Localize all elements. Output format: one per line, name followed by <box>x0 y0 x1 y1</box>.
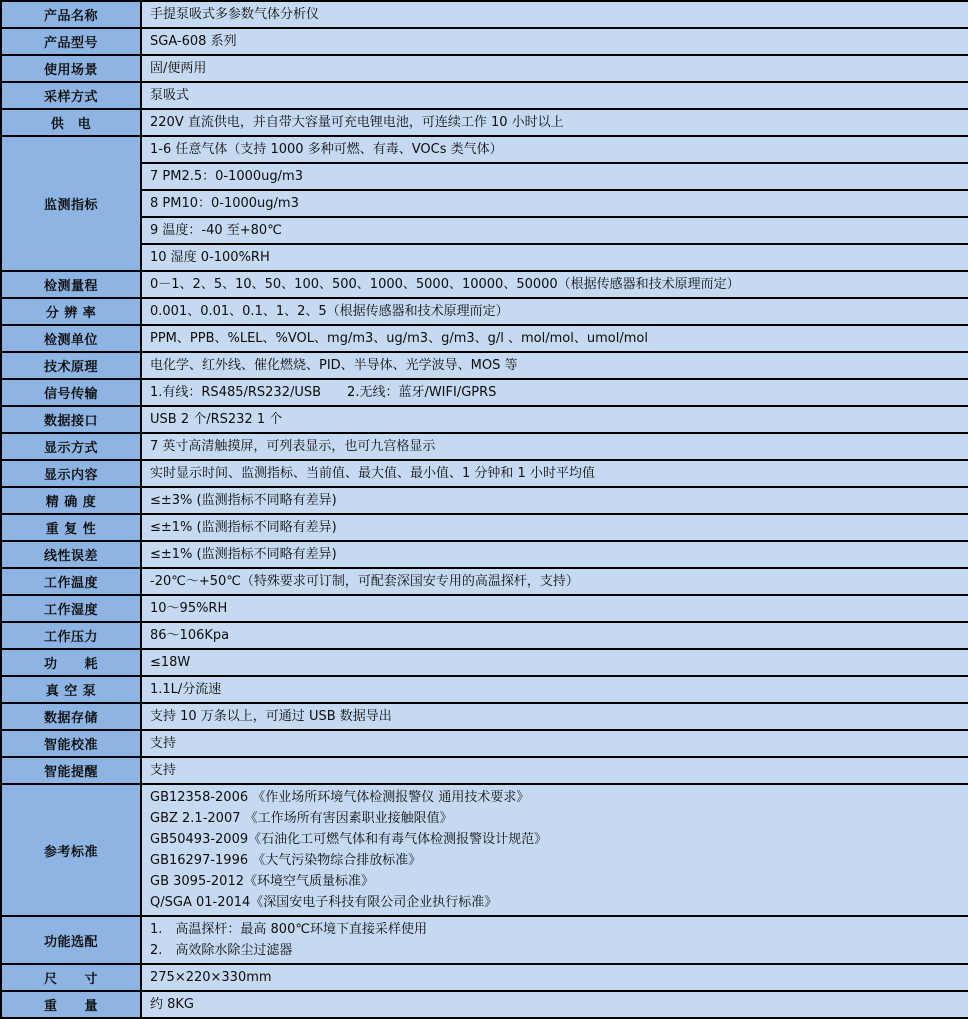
spec-row <box>1 325 968 352</box>
spec-value: SGA-608 系列 <box>141 28 968 55</box>
spec-row <box>1 649 968 676</box>
spec-value: 1.有线：RS485/RS232/USB 2.无线：蓝牙/WIFI/GPRS <box>141 379 968 406</box>
spec-value: 1.1L/分流速 <box>141 676 968 703</box>
spec-row <box>1 541 968 568</box>
spec-value: 1-6 任意气体（支持 1000 多种可燃、有毒、VOCs 类气体） <box>141 136 968 163</box>
spec-value: 86～106Kpa <box>141 622 968 649</box>
spec-value: 220V 直流供电，并自带大容量可充电锂电池，可连续工作 10 小时以上 <box>141 109 968 136</box>
spec-label: 技术原理 <box>1 352 141 379</box>
spec-value: 10～95%RH <box>141 595 968 622</box>
spec-value: 275×220×330mm <box>141 964 968 991</box>
spec-label: 产品名称 <box>1 1 141 28</box>
spec-value: 7 英寸高清触摸屏，可列表显示，也可九宫格显示 <box>141 433 968 460</box>
spec-value: 支持 <box>141 757 968 784</box>
spec-value: 0.001、0.01、0.1、1、2、5（根据传感器和技术原理而定） <box>141 298 968 325</box>
spec-subrow <box>1 163 968 190</box>
spec-row <box>1 622 968 649</box>
standard-line: GBZ 2.1-2007 《工作场所有害因素职业接触限值》 <box>150 811 453 826</box>
spec-label: 功能选配 <box>1 916 141 964</box>
standard-line: GB50493-2009《石油化工可燃气体和有毒气体检测报警设计规范》 <box>150 832 548 847</box>
spec-value <box>141 784 968 916</box>
spec-label: 精 确 度 <box>1 487 141 514</box>
spec-label: 智能提醒 <box>1 757 141 784</box>
spec-label: 检测量程 <box>1 271 141 298</box>
spec-value: 9 温度：-40 至+80℃ <box>141 217 968 244</box>
spec-row <box>1 487 968 514</box>
spec-label: 尺 寸 <box>1 964 141 991</box>
spec-row <box>1 352 968 379</box>
spec-label: 重 量 <box>1 991 141 1018</box>
spec-row <box>1 82 968 109</box>
spec-label: 显示内容 <box>1 460 141 487</box>
spec-value: ≤±1% (监测指标不同略有差异) <box>141 541 968 568</box>
spec-row <box>1 433 968 460</box>
spec-label: 工作压力 <box>1 622 141 649</box>
spec-label: 功 耗 <box>1 649 141 676</box>
spec-row-reference-standards <box>1 784 968 916</box>
spec-value: ≤18W <box>141 649 968 676</box>
spec-row <box>1 28 968 55</box>
spec-value: PPM、PPB、%LEL、%VOL、mg/m3、ug/m3、g/m3、g/l 、mol/mol、umol/mol <box>141 325 968 352</box>
spec-label: 检测单位 <box>1 325 141 352</box>
spec-row <box>1 55 968 82</box>
spec-label: 使用场景 <box>1 55 141 82</box>
spec-value: 固/便两用 <box>141 55 968 82</box>
spec-value: 7 PM2.5：0-1000ug/m3 <box>141 163 968 190</box>
spec-subrow <box>1 217 968 244</box>
spec-row <box>1 460 968 487</box>
spec-row <box>1 1 968 28</box>
spec-row <box>1 991 968 1018</box>
spec-value: 8 PM10：0-1000ug/m3 <box>141 190 968 217</box>
spec-row <box>1 109 968 136</box>
spec-row <box>1 568 968 595</box>
spec-label: 采样方式 <box>1 82 141 109</box>
spec-label: 显示方式 <box>1 433 141 460</box>
spec-row-optional-features <box>1 916 968 964</box>
spec-label: 重 复 性 <box>1 514 141 541</box>
spec-label: 产品型号 <box>1 28 141 55</box>
spec-value: -20℃～+50℃（特殊要求可订制，可配套深国安专用的高温探杆，支持） <box>141 568 968 595</box>
spec-value: 泵吸式 <box>141 82 968 109</box>
standard-line: GB16297-1996 《大气污染物综合排放标准》 <box>150 853 422 868</box>
spec-label: 信号传输 <box>1 379 141 406</box>
spec-row <box>1 514 968 541</box>
spec-label: 参考标准 <box>1 784 141 916</box>
spec-value: 实时显示时间、监测指标、当前值、最大值、最小值、1 分钟和 1 小时平均值 <box>141 460 968 487</box>
spec-value: 0－1、2、5、10、50、100、500、1000、5000、10000、50000（根据传感器和技术原理而定） <box>141 271 968 298</box>
spec-row <box>1 730 968 757</box>
spec-row <box>1 676 968 703</box>
spec-label: 线性误差 <box>1 541 141 568</box>
spec-row <box>1 271 968 298</box>
spec-label: 监测指标 <box>1 136 141 271</box>
spec-row-monitor-indicators <box>1 136 968 163</box>
spec-row <box>1 298 968 325</box>
spec-value: 支持 <box>141 730 968 757</box>
spec-subrow <box>1 244 968 271</box>
spec-row <box>1 964 968 991</box>
spec-value: 10 湿度 0-100%RH <box>141 244 968 271</box>
spec-row <box>1 595 968 622</box>
spec-value: ≤±1% (监测指标不同略有差异) <box>141 514 968 541</box>
standard-line: GB 3095-2012《环境空气质量标准》 <box>150 874 374 889</box>
spec-value <box>141 916 968 964</box>
spec-row <box>1 379 968 406</box>
spec-value: 手提泵吸式多参数气体分析仪 <box>141 1 968 28</box>
standard-line: Q/SGA 01-2014《深国安电子科技有限公司企业执行标准》 <box>150 895 498 910</box>
spec-label: 供 电 <box>1 109 141 136</box>
spec-row <box>1 406 968 433</box>
spec-label: 工作温度 <box>1 568 141 595</box>
spec-value: 支持 10 万条以上，可通过 USB 数据导出 <box>141 703 968 730</box>
spec-value: USB 2 个/RS232 1 个 <box>141 406 968 433</box>
spec-label: 分 辨 率 <box>1 298 141 325</box>
standard-line: GB12358-2006 《作业场所环境气体检测报警仪 通用技术要求》 <box>150 790 530 805</box>
spec-label: 数据接口 <box>1 406 141 433</box>
spec-row <box>1 703 968 730</box>
spec-label: 真 空 泵 <box>1 676 141 703</box>
spec-subrow <box>1 190 968 217</box>
spec-label: 智能校准 <box>1 730 141 757</box>
option-line: 1. 高温探杆：最高 800℃环境下直接采样使用 <box>150 922 427 937</box>
spec-row <box>1 757 968 784</box>
spec-value: ≤±3% (监测指标不同略有差异) <box>141 487 968 514</box>
spec-label: 数据存储 <box>1 703 141 730</box>
option-line: 2. 高效除水除尘过滤器 <box>150 943 293 958</box>
spec-value: 电化学、红外线、催化燃烧、PID、半导体、光学波导、MOS 等 <box>141 352 968 379</box>
spec-label: 工作湿度 <box>1 595 141 622</box>
spec-value: 约 8KG <box>141 991 968 1018</box>
